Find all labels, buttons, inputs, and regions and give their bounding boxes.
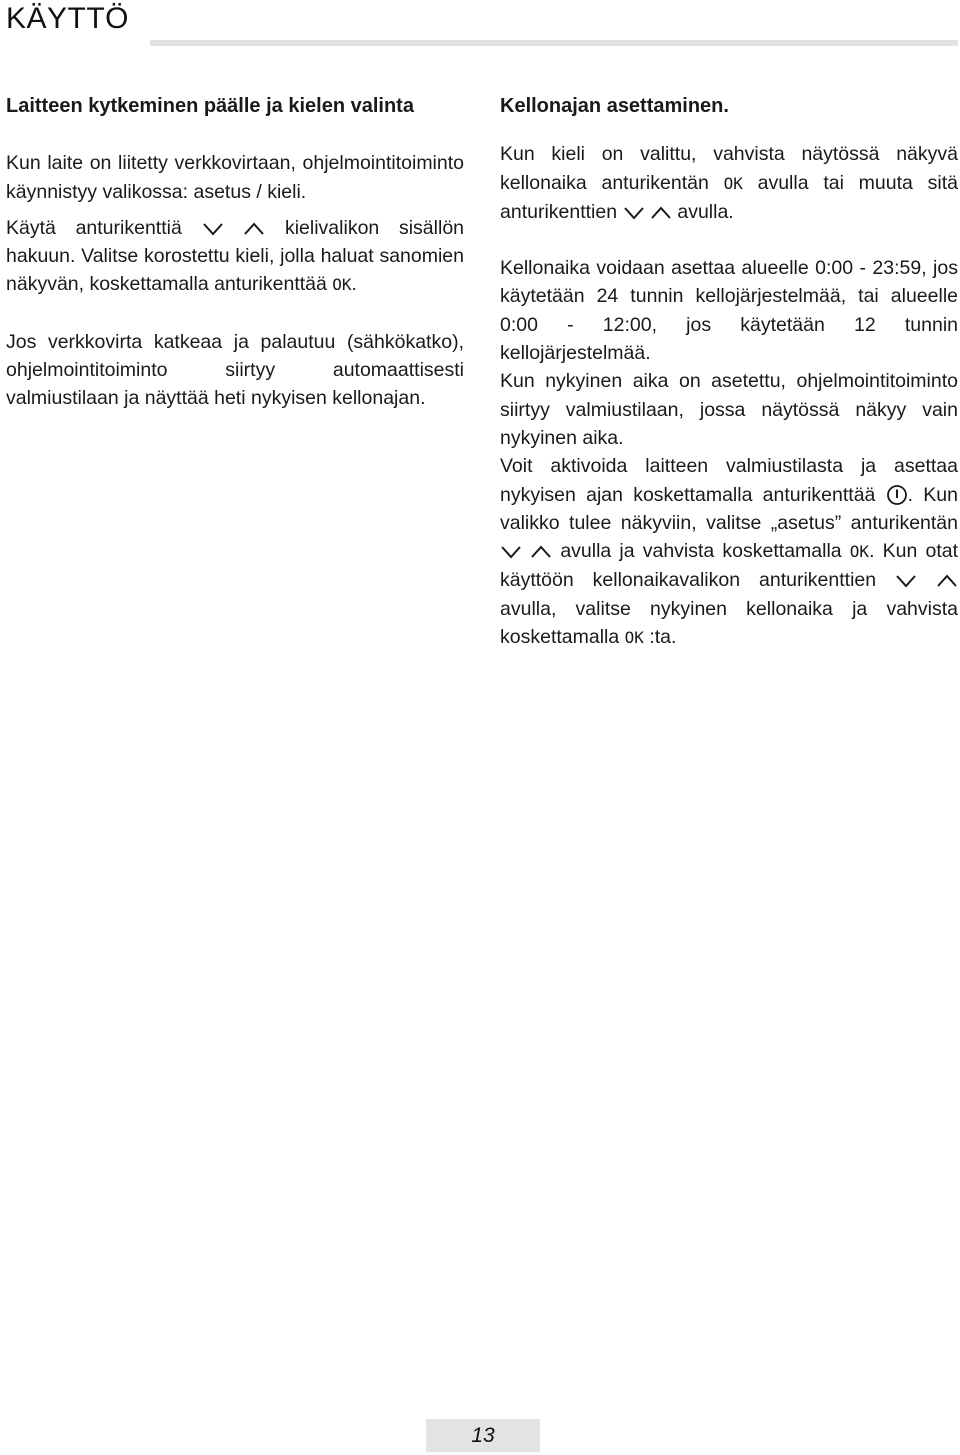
- chevron-down-icon: [623, 205, 645, 221]
- paragraph-text: .: [351, 273, 357, 296]
- section-heading-set-clock: Kellonajan asettaminen.: [500, 95, 729, 117]
- left-column: [6, 92, 464, 413]
- paragraph-clock-range: Kellonaika voidaan asettaa alueelle 0:00 - 23:59, jos käytetään 24 tunnin kellojärjestelmää, tai alueelle 0:00 - 12:00, jos käytetään 12 tunnin kellojärjestelmää.: [500, 257, 958, 365]
- paragraph-text: avulla ja vahvista koskettamalla: [560, 540, 842, 563]
- paragraph-text: avulla, valitse nykyinen kellonaika ja vahvista koskettamalla: [500, 597, 958, 649]
- chevron-down-icon: [202, 221, 224, 237]
- power-icon: [886, 484, 908, 506]
- chevron-down-icon: [895, 573, 917, 589]
- page-title: KÄYTTÖ: [6, 2, 130, 35]
- ok-symbol: OK: [723, 173, 743, 193]
- paragraph-text: Kun kieli on valittu, vahvista näytössä näkyvä kellonaika anturikentän: [500, 143, 958, 194]
- chevron-up-icon: [936, 573, 958, 589]
- paragraph-power-on: Kun laite on liitetty verkkovirtaan, ohjelmointitoiminto käynnistyy valikossa: asetus / kieli.: [6, 152, 464, 203]
- chevron-down-icon: [500, 544, 522, 560]
- page-number: 13: [471, 1424, 495, 1447]
- paragraph-activate-clock: [500, 452, 958, 652]
- chevron-up-icon: [243, 221, 265, 237]
- section-heading-power-language: Laitteen kytkeminen päälle ja kielen valinta: [6, 95, 414, 117]
- paragraph-confirm-clock: [500, 140, 958, 226]
- paragraph-text: :ta.: [649, 626, 677, 649]
- paragraph-text: Käytä anturikenttiä: [6, 216, 182, 239]
- ok-symbol: OK: [849, 542, 870, 562]
- paragraph-language-select: [6, 214, 464, 300]
- chevron-up-icon: [650, 205, 672, 221]
- paragraph-text: kielivalikon sisällön hakuun. Valitse korostettu kieli, jolla haluat sanomien näkyvän, koskettamalla anturikenttää: [6, 216, 465, 296]
- paragraph-text: Voit aktivoida laitteen valmiustilasta ja asettaa nykyisen ajan koskettamalla anturikenttää: [500, 455, 958, 506]
- ok-symbol: OK: [332, 275, 352, 295]
- paragraph-text: avulla tai muuta sitä anturikenttien: [500, 171, 958, 223]
- chevron-up-icon: [530, 544, 552, 560]
- paragraph-standby: Kun nykyinen aika on asetettu, ohjelmointitoiminto siirtyy valmiustilaan, jossa näytössä näkyy vain nykyinen aika.: [500, 370, 958, 449]
- right-column: [500, 92, 958, 652]
- header-rule: [150, 40, 958, 46]
- paragraph-power-failure: Jos verkkovirta katkeaa ja palautuu (sähkökatko), ohjelmointitoiminto siirtyy automaattisesti valmiustilaan ja näyttää heti nykyisen kellonajan.: [6, 330, 464, 410]
- paragraph-text: avulla.: [677, 200, 734, 223]
- paragraph-text: . Kun valikko tulee näkyviin, valitse „asetus” anturikentän: [500, 483, 958, 534]
- ok-symbol: OK: [624, 628, 644, 648]
- page-number-box: [426, 1419, 540, 1452]
- paragraph-text: . Kun otat käyttöön kellonaikavalikon anturikenttien: [500, 540, 958, 592]
